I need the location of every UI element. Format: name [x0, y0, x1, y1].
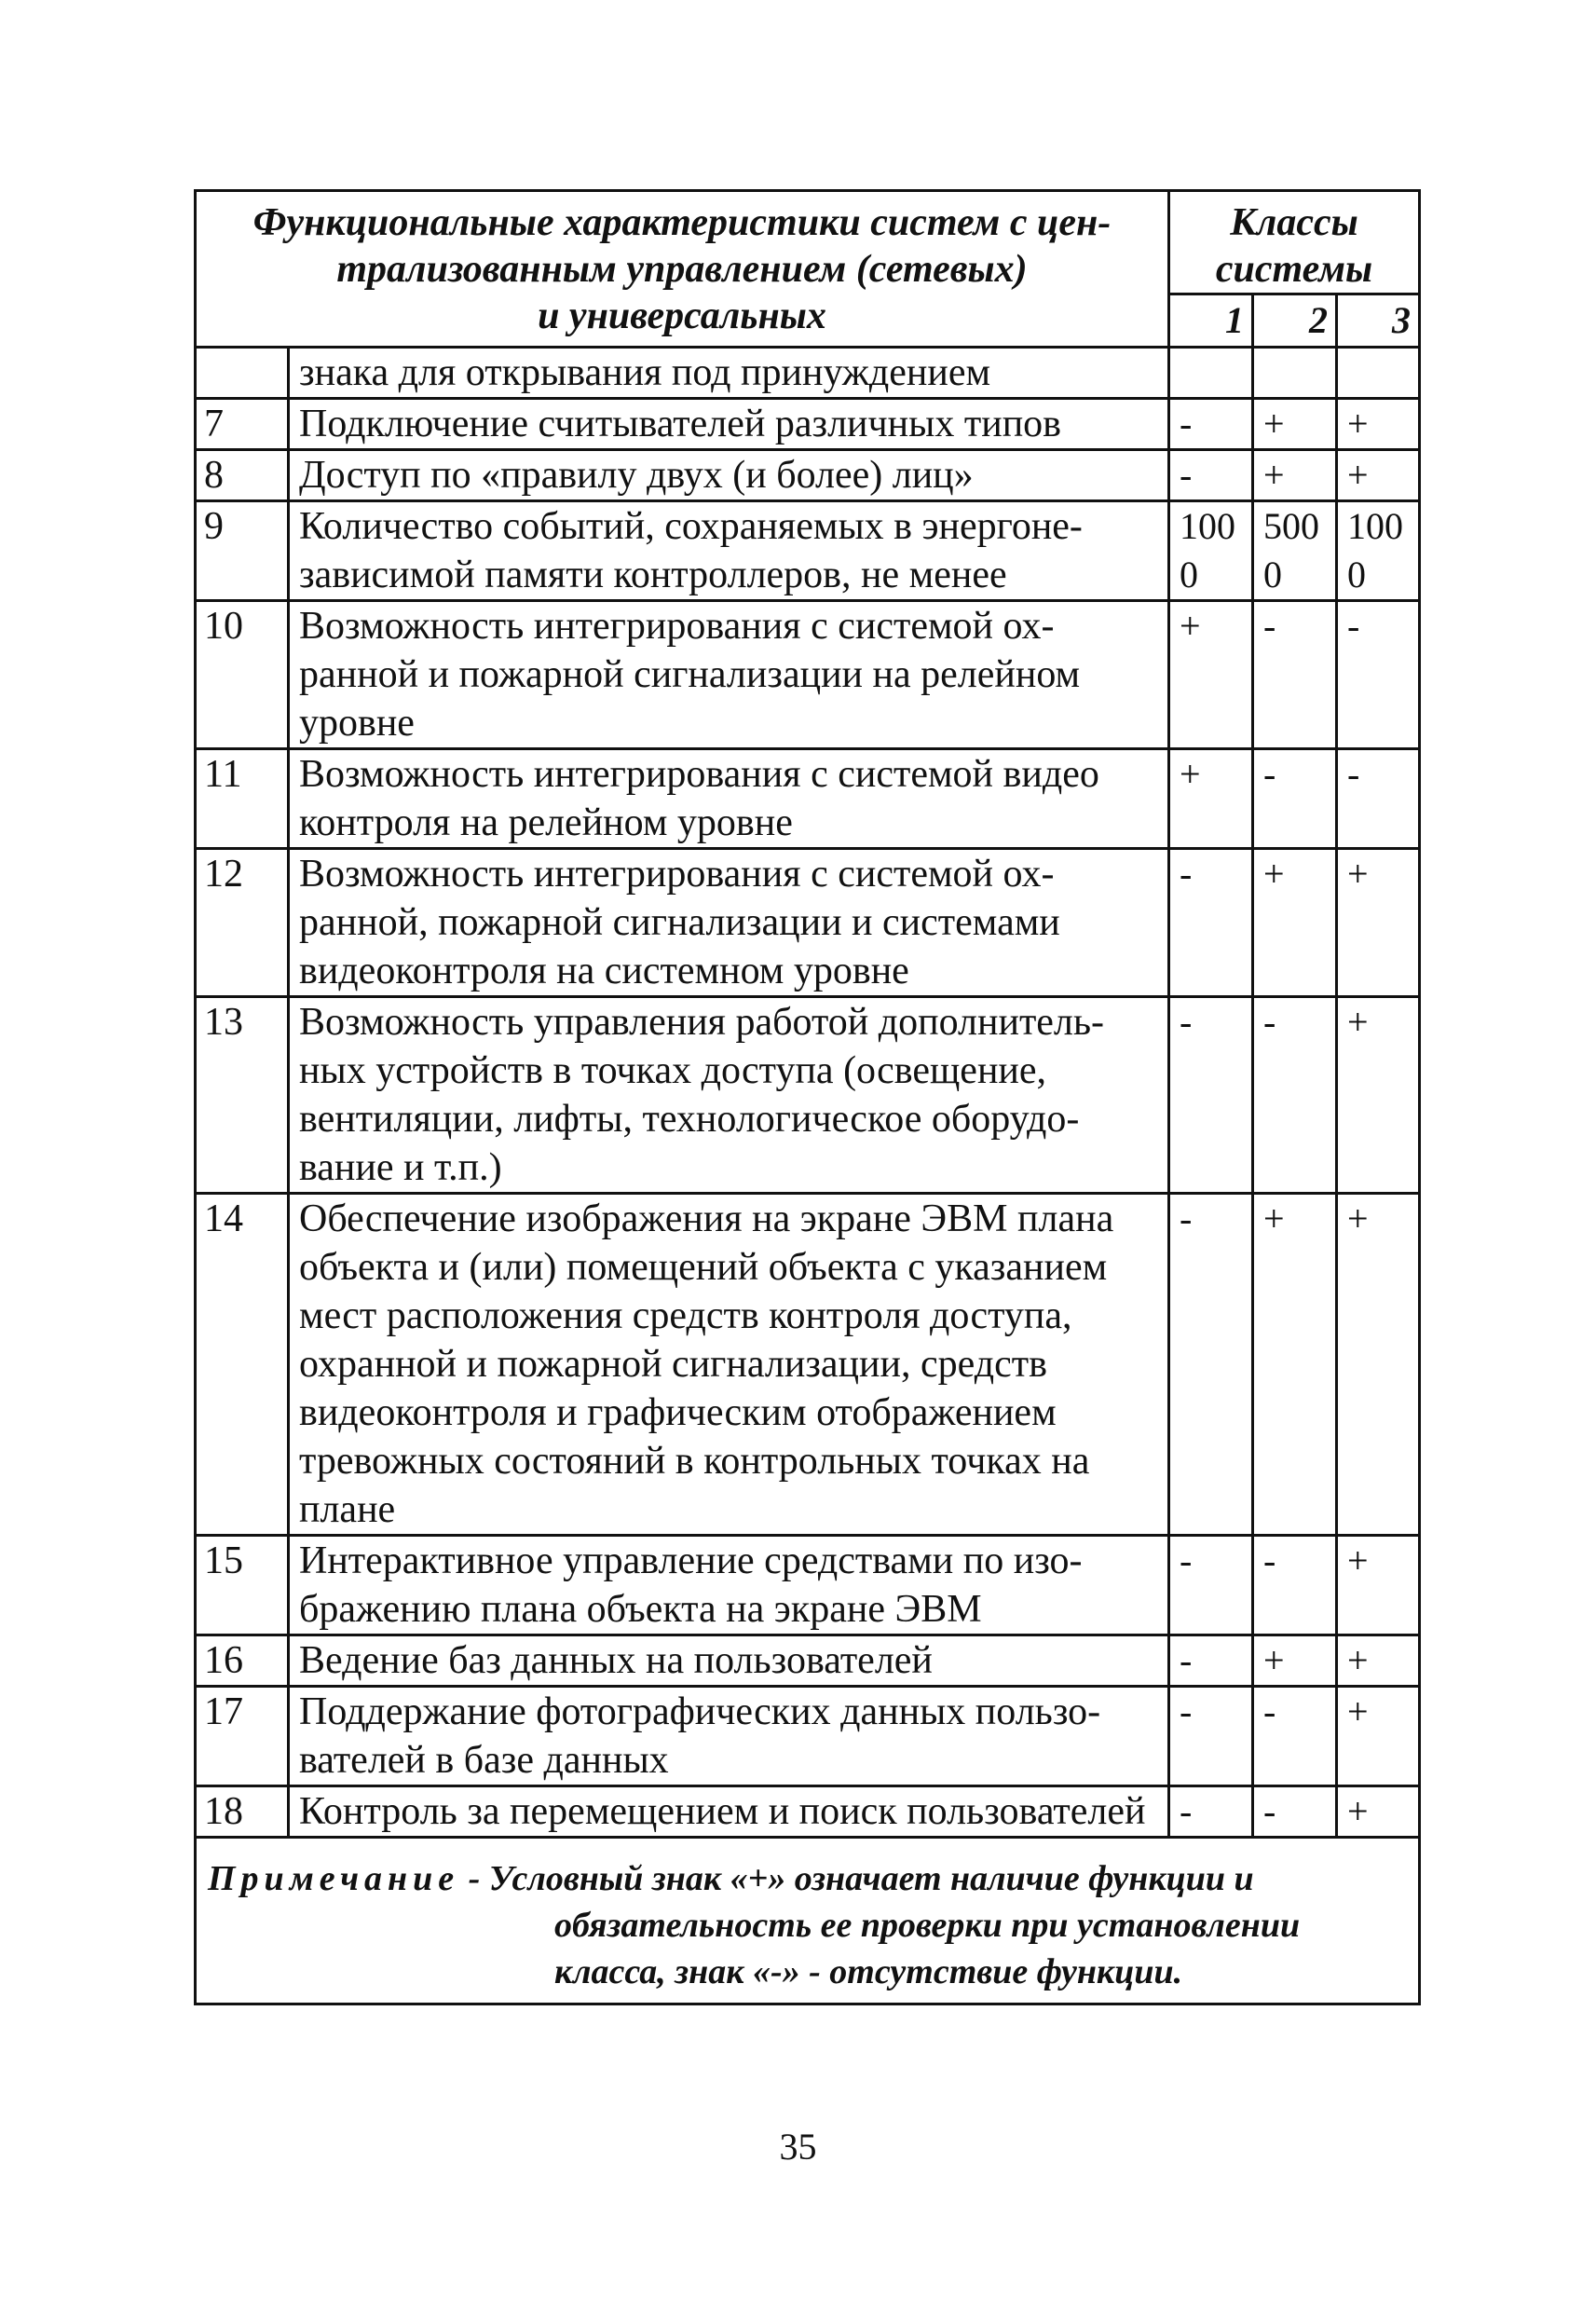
table-row: [196, 501, 1420, 601]
row-description: Количество событий, сохраняемых в энергоне-зависимой памяти контроллеров, не менее: [289, 501, 1169, 601]
document-page: [194, 189, 1418, 2005]
row-class-3-value: +: [1337, 1687, 1420, 1786]
table-row: [196, 1194, 1420, 1536]
row-class-2-value: -: [1253, 1786, 1337, 1838]
row-class-2-value: +: [1253, 1635, 1337, 1687]
row-description: Доступ по «правилу двух (и более) лиц»: [289, 450, 1169, 501]
table-header-row: [196, 191, 1420, 294]
row-class-2-value: -: [1253, 601, 1337, 749]
row-number: 16: [196, 1635, 289, 1687]
note-cell: [196, 1838, 1420, 2004]
table-body: [196, 348, 1420, 1838]
table-row: [196, 849, 1420, 997]
header-title-line: Функциональные характеристики систем с цен-: [252, 201, 1112, 244]
row-class-1-value: +: [1169, 601, 1253, 749]
row-number: 11: [196, 749, 289, 849]
row-description: Поддержание фотографических данных пользо-вателей в базе данных: [289, 1687, 1169, 1786]
row-description: Возможность интегрирования с системой видео контроля на релейном уровне: [289, 749, 1169, 849]
row-class-3-value: +: [1337, 849, 1420, 997]
row-class-2-value: -: [1253, 1536, 1337, 1635]
row-description: Ведение баз данных на пользователей: [289, 1635, 1169, 1687]
row-class-3-value: +: [1337, 1635, 1420, 1687]
class-1-header: 1: [1169, 294, 1253, 348]
row-class-1-value: [1169, 348, 1253, 399]
row-number: [196, 348, 289, 399]
row-number: 10: [196, 601, 289, 749]
row-class-1-value: -: [1169, 1687, 1253, 1786]
table-row: [196, 348, 1420, 399]
row-class-2-value: -: [1253, 1687, 1337, 1786]
note-line: класса, знак «-» - отсутствие функции.: [554, 1952, 1183, 1991]
row-class-3-value: -: [1337, 749, 1420, 849]
row-number: 17: [196, 1687, 289, 1786]
header-title-line: трализованным управлением (сетевых): [336, 248, 1028, 291]
row-class-3-value: +: [1337, 1536, 1420, 1635]
table-row: [196, 997, 1420, 1194]
row-class-2-value: 5000: [1253, 501, 1337, 601]
row-number: 18: [196, 1786, 289, 1838]
row-description: Интерактивное управление средствами по изо-бражению плана объекта на экране ЭВМ: [289, 1536, 1169, 1635]
row-class-1-value: -: [1169, 997, 1253, 1194]
row-class-3-value: [1337, 348, 1420, 399]
header-classes-line: Классы: [1230, 201, 1358, 244]
table-row: [196, 399, 1420, 450]
row-class-3-value: 1000: [1337, 501, 1420, 601]
row-class-2-value: -: [1253, 997, 1337, 1194]
note-row: [196, 1838, 1420, 2004]
table-row: [196, 1635, 1420, 1687]
row-description: знака для открывания под принуждением: [289, 348, 1169, 399]
row-class-3-value: +: [1337, 450, 1420, 501]
table-row: [196, 1536, 1420, 1635]
row-class-3-value: +: [1337, 1194, 1420, 1536]
row-class-3-value: +: [1337, 1786, 1420, 1838]
class-3-header: 3: [1337, 294, 1420, 348]
row-class-2-value: +: [1253, 849, 1337, 997]
row-class-3-value: +: [1337, 399, 1420, 450]
row-class-2-value: [1253, 348, 1337, 399]
table-row: [196, 1786, 1420, 1838]
header-classes-line: системы: [1215, 248, 1373, 291]
row-class-3-value: -: [1337, 601, 1420, 749]
table-row: [196, 749, 1420, 849]
header-title-cell: [196, 191, 1169, 348]
row-class-1-value: -: [1169, 849, 1253, 997]
row-number: 9: [196, 501, 289, 601]
row-number: 7: [196, 399, 289, 450]
row-class-1-value: -: [1169, 1635, 1253, 1687]
table-row: [196, 601, 1420, 749]
header-title-line: и универсальных: [538, 294, 826, 337]
row-class-2-value: +: [1253, 1194, 1337, 1536]
row-class-2-value: -: [1253, 749, 1337, 849]
row-description: Возможность управления работой дополнитель-ных устройств в точках доступа (освещение, вентиляции, лифты, технологическое оборудо-вание и т.п.): [289, 997, 1169, 1194]
row-class-1-value: 1000: [1169, 501, 1253, 601]
row-number: 14: [196, 1194, 289, 1536]
row-description: Обеспечение изображения на экране ЭВМ плана объекта и (или) помещений объекта с указанием мест расположения средств контроля доступа, охранной и пожарной сигнализации, средств видеоконтроля и графическим отображением тревожных состояний в контрольных точках на плане: [289, 1194, 1169, 1536]
row-number: 12: [196, 849, 289, 997]
row-class-1-value: -: [1169, 1786, 1253, 1838]
row-class-3-value: +: [1337, 997, 1420, 1194]
row-description: Контроль за перемещением и поиск пользователей: [289, 1786, 1169, 1838]
table-row: [196, 1687, 1420, 1786]
class-2-header: 2: [1253, 294, 1337, 348]
row-number: 13: [196, 997, 289, 1194]
row-description: Возможность интегрирования с системой ох-ранной, пожарной сигнализации и системами видеоконтроля на системном уровне: [289, 849, 1169, 997]
table-row: [196, 450, 1420, 501]
row-description: Возможность интегрирования с системой ох-ранной и пожарной сигнализации на релейном уровне: [289, 601, 1169, 749]
row-description: Подключение считывателей различных типов: [289, 399, 1169, 450]
note-label: Примечание: [208, 1859, 460, 1898]
row-number: 15: [196, 1536, 289, 1635]
functional-characteristics-table: [194, 189, 1421, 2005]
row-class-1-value: +: [1169, 749, 1253, 849]
note-line: обязательность ее проверки при установлении: [554, 1906, 1301, 1945]
row-class-2-value: +: [1253, 450, 1337, 501]
page-number: 35: [779, 2126, 817, 2168]
header-classes-cell: [1169, 191, 1420, 294]
row-class-1-value: -: [1169, 1194, 1253, 1536]
row-class-1-value: -: [1169, 1536, 1253, 1635]
row-class-2-value: +: [1253, 399, 1337, 450]
row-class-1-value: -: [1169, 399, 1253, 450]
row-class-1-value: -: [1169, 450, 1253, 501]
note-line: - Условный знак «+» означает наличие функции и: [468, 1859, 1254, 1898]
row-number: 8: [196, 450, 289, 501]
